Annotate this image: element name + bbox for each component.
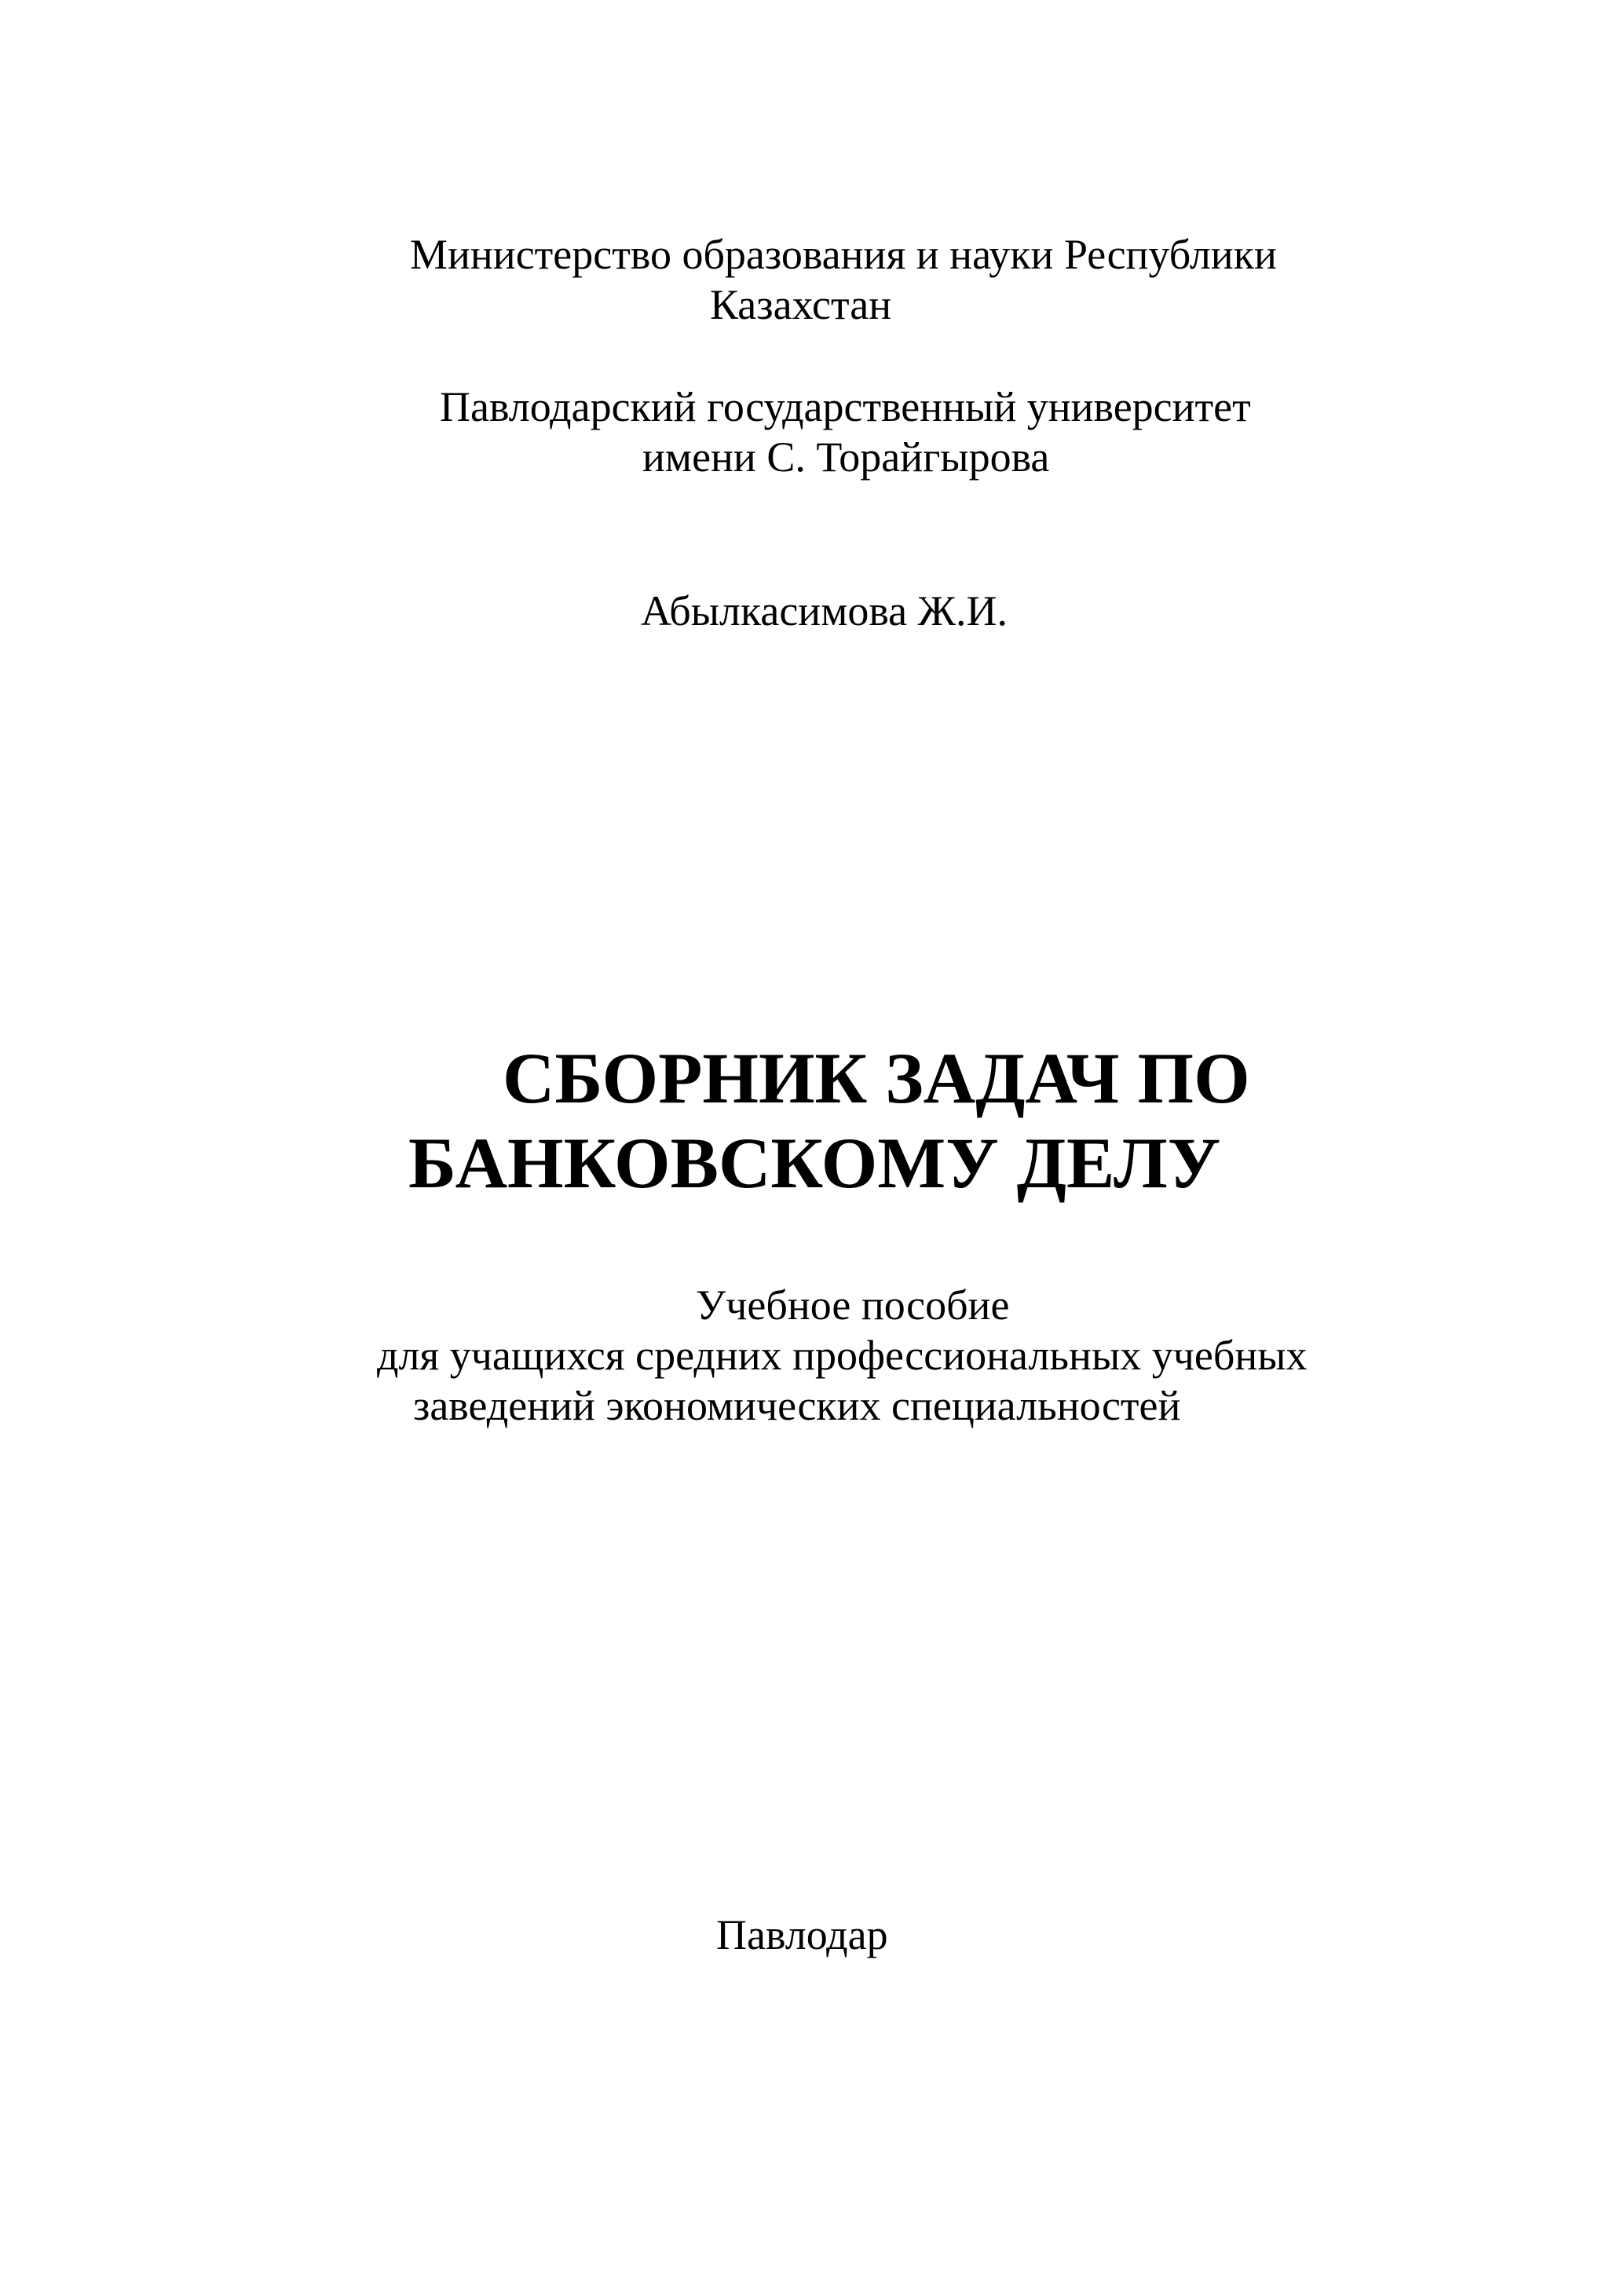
- book-title-line-1: СБОРНИК ЗАДАЧ ПО: [503, 1038, 1250, 1118]
- subtitle-line-2: для учащихся средних профессиональных учебных: [377, 1332, 1308, 1379]
- ministry-line-2: Казахстан: [710, 281, 892, 328]
- ministry-line-1: Министерство образования и науки Республики: [410, 231, 1277, 278]
- university-line-1: Павлодарский государственный университет: [440, 383, 1251, 430]
- author-name: Абылкасимова Ж.И.: [641, 587, 1008, 634]
- city-name: Павлодар: [716, 1911, 888, 1958]
- subtitle-line-1: Учебное пособие: [696, 1281, 1010, 1329]
- university-line-2: имени С. Торайгырова: [642, 433, 1050, 481]
- subtitle-line-3: заведений экономических специальностей: [413, 1382, 1181, 1429]
- book-title-line-2: БАНКОВСКОМУ ДЕЛУ: [408, 1123, 1221, 1203]
